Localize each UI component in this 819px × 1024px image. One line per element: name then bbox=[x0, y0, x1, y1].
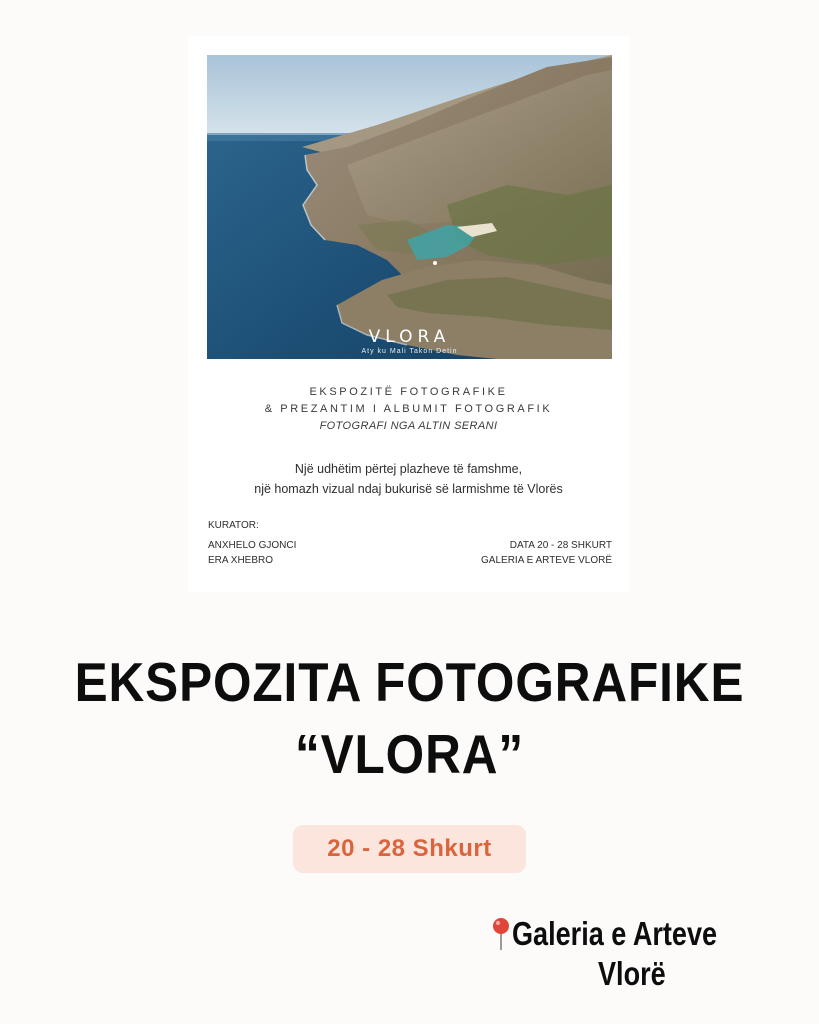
headline-title: EKSPOZITA FOTOGRAFIKE bbox=[74, 651, 745, 713]
photo-title: VLORA bbox=[368, 327, 451, 347]
poster-photographer: FOTOGRAFI NGA ALTIN SERANI bbox=[319, 420, 498, 432]
curator-name-1: ANXHELO GJONCI bbox=[208, 540, 297, 551]
poster-description-line2: një homazh vizual ndaj bukurisë së larmishme të Vlorës bbox=[254, 482, 563, 496]
pin-icon bbox=[490, 917, 512, 951]
coastline-photo bbox=[207, 55, 612, 359]
coastline-illustration bbox=[207, 55, 612, 359]
curator-label: KURATOR: bbox=[208, 520, 259, 531]
poster-date: DATA 20 - 28 SHKURT bbox=[509, 540, 612, 551]
poster-description-line1: Një udhëtim përtej plazheve të famshme, bbox=[294, 462, 523, 476]
poster-heading-line2: & PREZANTIM I ALBUMIT FOTOGRAFIK bbox=[264, 403, 553, 415]
location-line2: Vlorë bbox=[598, 955, 666, 992]
poster-heading-line1: EKSPOZITË FOTOGRAFIKE bbox=[309, 386, 508, 398]
exhibition-poster bbox=[188, 36, 629, 592]
poster-venue: GALERIA E ARTEVE VLORË bbox=[481, 555, 612, 566]
location-line1: Galeria e Arteve bbox=[512, 915, 718, 952]
location bbox=[490, 915, 810, 993]
photo-subtitle: Aty ku Mali Takon Detin bbox=[361, 348, 458, 355]
date-badge-text: 20 - 28 Shkurt bbox=[327, 835, 492, 862]
headline-subtitle: “VLORA” bbox=[294, 723, 525, 785]
curator-name-2: ERA XHEBRO bbox=[208, 555, 274, 566]
date-badge bbox=[293, 825, 526, 873]
